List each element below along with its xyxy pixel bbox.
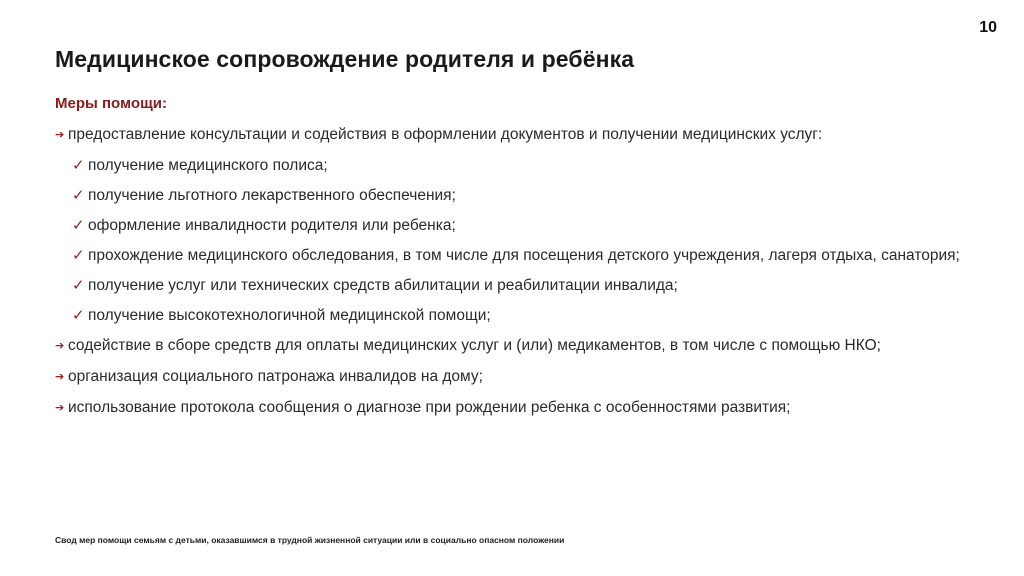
checkmark-icon: ✓ <box>72 217 85 234</box>
sub-list-item <box>55 245 963 266</box>
sub-list-item <box>55 185 963 206</box>
arrow-right-icon: ➔ <box>55 129 65 141</box>
checkmark-icon: ✓ <box>72 157 85 174</box>
page-number: 10 <box>979 19 997 36</box>
footer-note: Свод мер помощи семьям с детьми, оказавшимся в трудной жизненной ситуации или в социально опасном положении <box>55 535 565 545</box>
sub-list-item-text: прохождение медицинского обследования, в том числе для посещения детского учреждения, лагеря отдыха, санатория; <box>88 247 960 264</box>
measures-list <box>55 124 963 428</box>
sub-list-item <box>55 155 963 176</box>
sub-list-item-text: получение льготного лекарственного обеспечения; <box>88 187 456 204</box>
sub-list-item <box>55 305 963 326</box>
list-item-text: организация социального патронажа инвалидов на дому; <box>68 368 483 385</box>
sub-list-item-text: получение услуг или технических средств абилитации и реабилитации инвалида; <box>88 277 678 294</box>
list-item-text: содействие в сборе средств для оплаты медицинских услуг и (или) медикаментов, в том числе с помощью НКО; <box>68 337 881 354</box>
list-item-text: предоставление консультации и содействия в оформлении документов и получении медицинских услуг: <box>68 126 823 143</box>
list-item <box>55 124 963 146</box>
checkmark-icon: ✓ <box>72 307 85 324</box>
arrow-right-icon: ➔ <box>55 371 65 383</box>
sub-list-item-text: получение высокотехнологичной медицинской помощи; <box>88 307 491 324</box>
sub-list-item <box>55 215 963 236</box>
slide-title: Медицинское сопровождение родителя и ребёнка <box>55 46 635 72</box>
checkmark-icon: ✓ <box>72 187 85 204</box>
list-item <box>55 335 963 357</box>
sub-list-item <box>55 275 963 296</box>
sub-list-item-text: оформление инвалидности родителя или ребенка; <box>88 217 456 234</box>
checkmark-icon: ✓ <box>72 247 85 264</box>
list-item <box>55 366 963 388</box>
checkmark-icon: ✓ <box>72 277 85 294</box>
arrow-right-icon: ➔ <box>55 340 65 352</box>
sub-list-item-text: получение медицинского полиса; <box>88 157 328 174</box>
section-subtitle: Меры помощи: <box>55 95 167 112</box>
list-item <box>55 397 963 419</box>
list-item-text: использование протокола сообщения о диагнозе при рождении ребенка с особенностями развития; <box>68 399 791 416</box>
arrow-right-icon: ➔ <box>55 402 65 414</box>
